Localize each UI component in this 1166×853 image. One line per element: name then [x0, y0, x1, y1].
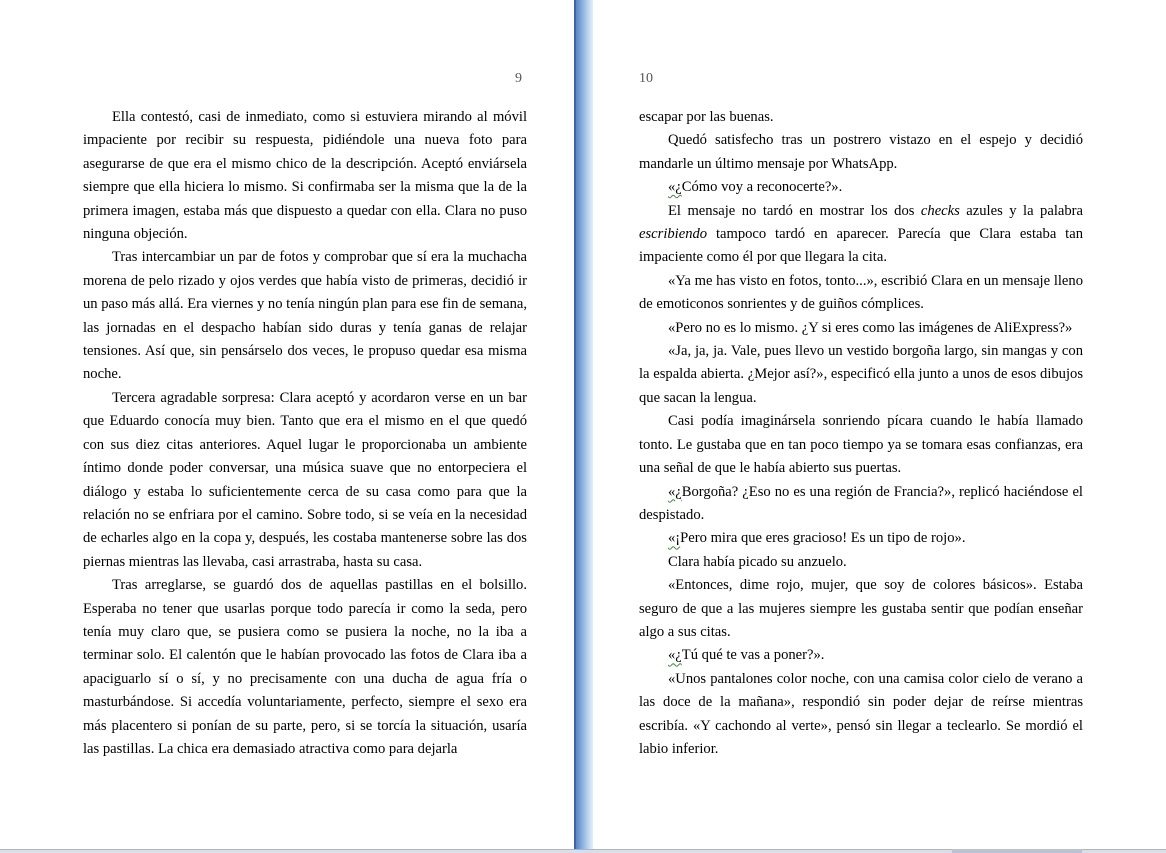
- page-number: 9: [515, 71, 522, 86]
- page-gutter: [574, 0, 593, 849]
- paragraph: «Entonces, dime rojo, mujer, que soy de colores básicos». Estaba seguro de que a las mujeres siempre les gustaba sentir que podían enseñar algo a sus citas.: [639, 577, 1083, 640]
- paragraph-text: Pero mira que eres gracioso! Es un tipo de rojo».: [680, 530, 966, 547]
- page-gutter-edge: [574, 0, 576, 849]
- paragraph: [639, 176, 1083, 199]
- paragraph-text: El mensaje no tardó en mostrar los dos: [668, 202, 921, 219]
- paragraph: Casi podía imaginársela sonriendo pícara cuando le había llamado tonto. Le gustaba que en tan poco tiempo ya se tomara esas confianzas, era una señal de que le había abierto sus puertas.: [639, 413, 1083, 477]
- scrollbar-thumb[interactable]: [952, 849, 1082, 853]
- paragraph: «Ya me has visto en fotos, tonto...», escribió Clara en un mensaje lleno de emoticonos sonrientes y de guiños cómplices.: [639, 272, 1083, 313]
- spellcheck-mark: «¿: [668, 647, 682, 664]
- page-10: [593, 0, 1166, 849]
- paragraph-text: Tú qué te vas a poner?».: [681, 647, 825, 664]
- paragraph: Tras intercambiar un par de fotos y comprobar que sí era la muchacha morena de pelo rizado y ojos verdes que había visto de primeras, decidió ir un paso más allá. Era viernes y no tenía ningún plan para ese fin de semana, las jornadas en el despacho habían sido duras y tenía ganas de relajar tensiones. Así que, sin pensárselo dos veces, le propuso quedar esa misma noche.: [83, 249, 527, 383]
- paragraph-text: azules y la palabra: [959, 202, 1083, 219]
- paragraph: «Unos pantalones color noche, con una camisa color cielo de verano a las doce de la mañana», respondió sin poder dejar de reírse mientras escribía. «Y cachondo al verte», pensó sin llegar a teclearlo. Se mordió el labio inferior.: [639, 670, 1083, 757]
- paragraph-text: Cómo voy a reconocerte?».: [681, 179, 843, 196]
- spellcheck-mark: «¿: [668, 179, 682, 196]
- page-number: 10: [639, 71, 653, 86]
- paragraph: «Pero no es lo mismo. ¿Y si eres como las imágenes de AliExpress?»: [668, 319, 1073, 336]
- paragraph: [639, 481, 1083, 528]
- paragraph: [639, 527, 1083, 550]
- paragraph: Quedó satisfecho tras un postrero vistazo en el espejo y decidió mandarle un último mensaje por WhatsApp.: [639, 132, 1083, 172]
- paragraph: «Ja, ja, ja. Vale, pues llevo un vestido borgoña largo, sin mangas y con la espalda abierta. ¿Mejor así?», especificó ella junto a unos de esos dibujos que sacan la lengua.: [639, 343, 1083, 406]
- page-9: [0, 0, 574, 849]
- page-text: [83, 106, 527, 761]
- paragraph: [639, 644, 1083, 667]
- page-text: [639, 106, 1083, 761]
- paragraph: Tercera agradable sorpresa: Clara aceptó y acordaron verse en un bar que Eduardo conocía muy bien. Tanto que era el mismo en el que quedó con sus diez citas anteriores. Aquel lugar le proporcionaba un ambiente íntimo donde poder conversar, una música suave que no entorpeciera el diálogo y estaba lo suficientemente cerca de su casa como para que la relación no se enfriara por el camino. Sobre todo, si se veía en la necesidad de echarles algo en la copa y, después, les costaba mantenerse sobre las dos piernas mientras las llevaba, casi arrastraba, hasta su casa.: [83, 389, 527, 570]
- paragraph-text: tampoco tardó en aparecer. Parecía que Clara estaba tan impaciente como él por que llegara la cita.: [639, 226, 1083, 266]
- italic-word: checks: [920, 202, 960, 219]
- italic-word: escribiendo: [639, 226, 708, 243]
- paragraph-text: Borgoña? ¿Eso no es una región de Francia?», replicó haciéndose el despistado.: [639, 483, 1083, 523]
- paragraph: escapar por las buenas.: [639, 109, 774, 125]
- spellcheck-mark: «¿: [668, 483, 682, 500]
- paragraph: [639, 200, 1083, 270]
- spellcheck-mark: «¡: [668, 530, 681, 547]
- paragraph: Tras arreglarse, se guardó dos de aquellas pastillas en el bolsillo. Esperaba no tener que usarlas porque todo parecía ir como la seda, pero tenía muy claro que, se pusiera como se pusiera la noche, no la iba a terminar solo. El calentón que le habían provocado las fotos de Clara iba a apaciguarlo sí o sí, y no precisamente con una ducha de agua fría o masturbándose. Si accedía voluntariamente, perfecto, siempre el sexo era más placentero si ponían de su parte, pero, si se torcía la situación, usaría las pastillas. La chica era demasiado atractiva como para dejarla: [83, 577, 527, 757]
- paragraph: Ella contestó, casi de inmediato, como si estuviera mirando al móvil impaciente por recibir su respuesta, pidiéndole una nueva foto para asegurarse de que era el mismo chico de la descripción. Aceptó enviársela siempre que ella hiciera lo mismo. Si confirmaba ser la misma que la de la primera imagen, estaba más que dispuesto a quedar con ella. Clara no puso ninguna objeción.: [83, 109, 527, 243]
- paragraph: Clara había picado su anzuelo.: [668, 553, 847, 570]
